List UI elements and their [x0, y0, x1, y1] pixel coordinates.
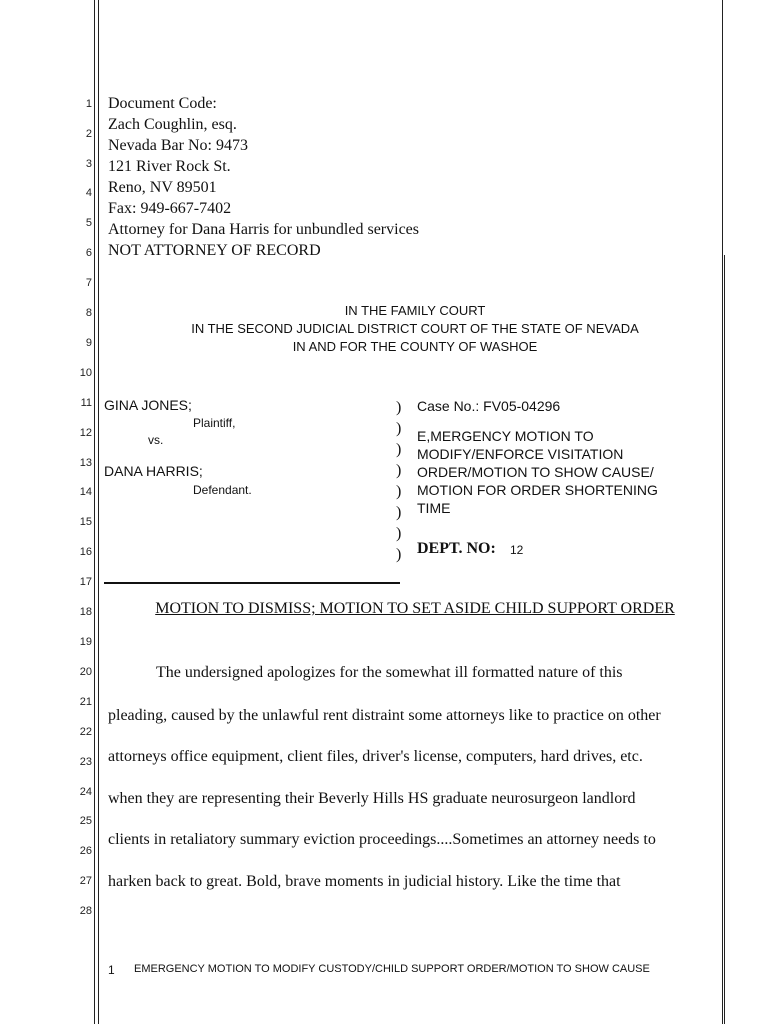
- body-line: pleading, caused by the unlawful rent distraint some attorneys like to practice on other: [108, 707, 661, 724]
- footer-title: EMERGENCY MOTION TO MODIFY CUSTODY/CHILD SUPPORT ORDER/MOTION TO SHOW CAUSE: [134, 963, 650, 975]
- caption-paren: ): [396, 483, 402, 500]
- document-title: MOTION TO DISMISS; MOTION TO SET ASIDE CHILD SUPPORT ORDER: [155, 600, 675, 617]
- line-number: 11: [80, 397, 92, 409]
- motion-title-line: E,MERGENCY MOTION TO: [417, 428, 594, 444]
- defendant-name: DANA HARRIS;: [104, 463, 203, 479]
- line-number: 26: [79, 845, 92, 857]
- court-line-1: IN THE FAMILY COURT: [344, 303, 486, 318]
- line-number: 2: [85, 128, 92, 140]
- line-number: 21: [79, 696, 92, 708]
- line-number: 12: [79, 427, 92, 439]
- caption-paren: ): [396, 441, 402, 458]
- court-line-3: IN AND FOR THE COUNTY OF WASHOE: [292, 339, 538, 354]
- line-number: 22: [79, 726, 92, 738]
- line-number: 13: [79, 457, 92, 469]
- caption-paren: ): [396, 546, 402, 563]
- case-number: Case No.: FV05-04296: [417, 398, 561, 414]
- right-margin-rule: [722, 0, 723, 1024]
- document-code: Document Code:: [108, 95, 217, 112]
- line-number: 19: [79, 636, 92, 648]
- line-number: 4: [85, 187, 92, 199]
- body-line: attorneys office equipment, client files, driver's license, computers, hard drives, etc.: [108, 748, 643, 765]
- line-number: 16: [79, 546, 92, 558]
- dept-number: 12: [510, 543, 524, 557]
- dept-label: DEPT. NO:: [417, 540, 496, 557]
- line-number: 10: [79, 367, 92, 379]
- motion-title-line: TIME: [417, 500, 451, 516]
- left-margin-rule-outer: [94, 0, 95, 1024]
- caption-paren: ): [396, 462, 402, 479]
- defendant-label: Defendant.: [193, 483, 252, 497]
- line-number: 6: [85, 247, 92, 259]
- plaintiff-name: GINA JONES;: [104, 397, 192, 413]
- motion-title-line: MOTION FOR ORDER SHORTENING: [417, 482, 658, 498]
- attorney-for: Attorney for Dana Harris for unbundled services: [108, 221, 420, 238]
- plaintiff-label: Plaintiff,: [193, 416, 236, 430]
- fax-number: Fax: 949-667-7402: [108, 200, 232, 217]
- line-number: 20: [79, 666, 92, 678]
- address-line-1: 121 River Rock St.: [108, 158, 231, 175]
- line-number: 27: [79, 875, 92, 887]
- line-number: 3: [85, 158, 92, 170]
- line-number: 17: [79, 576, 92, 588]
- caption-paren: ): [396, 525, 402, 542]
- attorney-name: Zach Coughlin, esq.: [108, 116, 237, 133]
- line-number: 28: [79, 905, 92, 917]
- body-line: The undersigned apologizes for the somewhat ill formatted nature of this: [156, 664, 623, 681]
- caption-paren: ): [396, 504, 402, 521]
- body-line: when they are representing their Beverly Hills HS graduate neurosurgeon landlord: [108, 790, 636, 807]
- line-number: 14: [79, 486, 92, 498]
- motion-title-line: MODIFY/ENFORCE VISITATION: [417, 446, 624, 462]
- line-number: 18: [79, 606, 92, 618]
- line-number: 5: [85, 217, 92, 229]
- left-margin-rule-inner: [98, 0, 99, 1024]
- caption-rule: [104, 582, 400, 584]
- not-attorney-of-record: NOT ATTORNEY OF RECORD: [108, 242, 321, 259]
- motion-title-line: ORDER/MOTION TO SHOW CAUSE/: [417, 464, 654, 480]
- line-number: 15: [79, 516, 92, 528]
- line-number: 24: [79, 786, 92, 798]
- line-number: 8: [85, 307, 92, 319]
- body-line: harken back to great. Bold, brave moments in judicial history. Like the time that: [108, 873, 621, 890]
- line-number: 23: [79, 756, 92, 768]
- caption-paren: ): [396, 420, 402, 437]
- bar-number: Nevada Bar No: 9473: [108, 137, 248, 154]
- versus: vs.: [148, 433, 164, 447]
- caption-paren: ): [396, 399, 402, 416]
- line-number: 7: [85, 277, 92, 289]
- court-line-2: IN THE SECOND JUDICIAL DISTRICT COURT OF THE STATE OF NEVADA: [191, 321, 639, 336]
- line-number: 25: [79, 815, 92, 827]
- page-number: 1: [108, 963, 115, 977]
- right-margin-rule-short: [724, 255, 725, 1024]
- address-line-2: Reno, NV 89501: [108, 179, 217, 196]
- body-line: clients in retaliatory summary eviction proceedings....Sometimes an attorney needs to: [108, 831, 656, 848]
- line-number: 1: [85, 98, 92, 110]
- line-number: 9: [85, 337, 92, 349]
